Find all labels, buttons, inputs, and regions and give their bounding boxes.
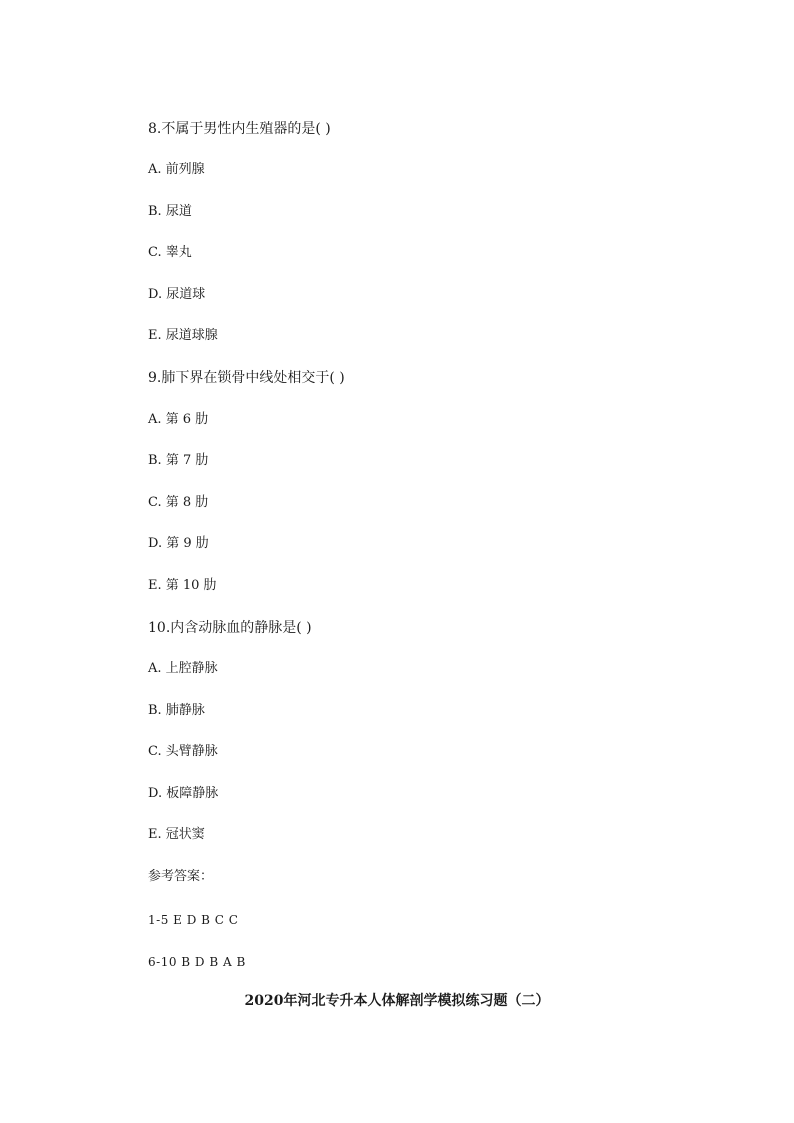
question-9-option-e: E. 第 10 肋 (148, 578, 217, 593)
question-9-option-b: B. 第 7 肋 (148, 453, 209, 468)
question-8-option-c: C. 睾丸 (148, 245, 192, 260)
answers-row-1-5: 1-5 E D B C C (148, 913, 239, 927)
question-9-stem: 9.肺下界在锁骨中线处相交于( ) (148, 370, 345, 386)
question-8-option-d: D. 尿道球 (148, 287, 206, 302)
question-9-option-c: C. 第 8 肋 (148, 495, 209, 510)
answers-row-6-10: 6-10 B D B A B (148, 955, 246, 969)
question-10-option-e: E. 冠状窦 (148, 827, 205, 842)
question-10-stem: 10.内含动脉血的静脉是( ) (148, 620, 312, 636)
question-8-option-a: A. 前列腺 (148, 162, 205, 177)
question-9-option-d: D. 第 9 肋 (148, 536, 209, 551)
question-8-option-b: B. 尿道 (148, 204, 192, 219)
question-10-option-d: D. 板障静脉 (148, 786, 219, 801)
question-10-option-a: A. 上腔静脉 (148, 661, 218, 676)
answers-label: 参考答案： (148, 869, 214, 884)
question-10-option-b: B. 肺静脉 (148, 703, 205, 718)
question-9-option-a: A. 第 6 肋 (148, 412, 209, 427)
next-section-title: 2020年河北专升本人体解剖学模拟练习题（二） (244, 993, 550, 1009)
question-10-option-c: C. 头臂静脉 (148, 744, 218, 759)
question-8-option-e: E. 尿道球腺 (148, 328, 218, 343)
question-8-stem: 8.不属于男性内生殖器的是( ) (148, 121, 331, 137)
